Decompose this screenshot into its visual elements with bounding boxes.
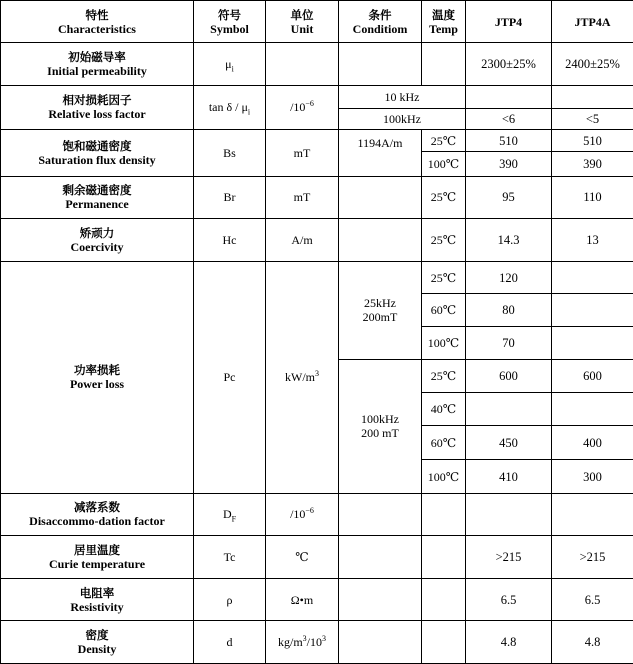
prop-cn: 剩余磁通密度 [62,183,132,198]
value-jtp4a: 2400±25% [552,43,633,86]
symbol-cell: Bs [194,130,266,177]
prop-cn: 功率损耗 [74,363,120,378]
value-jtp4: 14.3 [466,219,552,262]
prop-cn: 初始磁导率 [68,49,126,64]
symbol-cell: Hc [194,219,266,262]
value-jtp4a: 400 [552,425,633,459]
condition-cell: 10 kHz [339,85,466,108]
value-jtp4a: <5 [552,108,633,129]
value-jtp4a [552,261,633,293]
symbol-base: tan δ / μ [208,100,248,115]
unit-cell [266,621,339,664]
header-temp [422,1,466,43]
symbol-cell: Pc [194,261,266,493]
symbol-sub: F [231,514,237,524]
prop-en: Relative loss factor [48,107,146,122]
header-condition-en: Conditiom [352,21,408,36]
value-jtp4a [552,393,633,425]
value-jtp4: 95 [466,176,552,219]
unit-sup: −6 [305,506,314,516]
value-jtp4: <6 [466,108,552,129]
value-jtp4: 120 [466,261,552,293]
prop-density [1,621,194,664]
condition-cell [339,219,422,262]
value-jtp4a: 110 [552,176,633,219]
unit-cell [266,85,339,130]
prop-disaccommodation-factor [1,493,194,536]
unit-sup: 3 [315,369,319,379]
temp-cell [422,578,466,621]
symbol-base: μ [225,56,232,71]
value-jtp4: >215 [466,536,552,579]
symbol-cell: d [194,621,266,664]
value-jtp4a: 510 [552,130,633,152]
value-jtp4: 450 [466,425,552,459]
temp-cell [422,493,466,536]
header-condition-cn: 条件 [368,7,392,22]
unit-cell: ℃ [266,536,339,579]
temp-cell: 25℃ [422,261,466,293]
row-coercivity [1,219,633,262]
prop-en: Permanence [65,197,129,212]
unit-cell [266,493,339,536]
value-jtp4a: 4.8 [552,621,633,664]
condition-cell [339,43,422,86]
value-jtp4a: 6.5 [552,578,633,621]
header-temp-cn: 温度 [432,7,455,22]
value-jtp4a [552,85,633,108]
symbol-cell [194,85,266,130]
unit-base: kg/m [277,635,303,650]
prop-cn: 密度 [85,628,109,643]
unit-base: kW/m [285,370,315,385]
prop-saturation-flux-density [1,130,194,177]
header-unit-en: Unit [290,21,314,36]
symbol-cell [194,493,266,536]
prop-curie-temperature [1,536,194,579]
condition-cell-25khz [339,261,422,359]
header-row [1,1,633,43]
value-jtp4: 600 [466,360,552,393]
symbol-sub: i [247,107,251,117]
condition-line2: 200 mT [361,426,399,441]
temp-cell: 100℃ [422,460,466,493]
condition-cell-100khz [339,360,422,494]
condition-cell [339,493,422,536]
unit-sup: 3 [302,634,307,644]
value-jtp4: 4.8 [466,621,552,664]
value-jtp4a: 390 [552,152,633,176]
value-jtp4 [466,393,552,425]
header-symbol-en: Symbol [210,21,249,36]
condition-cell [339,176,422,219]
prop-en: Saturation flux density [38,152,156,167]
value-jtp4: 2300±25% [466,43,552,86]
header-unit [266,1,339,43]
prop-relative-loss-factor [1,85,194,130]
prop-en: Resistivity [70,599,124,614]
unit-cell: A/m [266,219,339,262]
temp-cell: 100℃ [422,152,466,176]
prop-cn: 减落系数 [74,500,120,515]
symbol-cell [194,43,266,86]
header-characteristics [1,1,194,43]
header-symbol-cn: 符号 [218,7,241,22]
condition-cell [339,536,422,579]
header-temp-en: Temp [429,21,458,36]
value-jtp4a [552,294,633,326]
symbol-base: D [222,507,232,522]
unit-sup: 3 [322,634,326,644]
value-jtp4a: >215 [552,536,633,579]
temp-cell: 60℃ [422,425,466,459]
row-disaccommodation-factor [1,493,633,536]
prop-initial-permeability [1,43,194,86]
value-jtp4 [466,85,552,108]
row-initial-permeability [1,43,633,86]
row-relative-loss-factor-a [1,85,633,108]
value-jtp4a [552,493,633,536]
condition-line1: 100kHz [361,412,399,427]
temp-cell [422,43,466,86]
row-saturation-flux-density-a [1,130,633,152]
symbol-cell: Tc [194,536,266,579]
temp-cell: 25℃ [422,130,466,152]
prop-cn: 电阻率 [79,585,115,600]
unit-cell [266,261,339,493]
symbol-cell: ρ [194,578,266,621]
unit-cell: Ω•m [266,578,339,621]
unit-base: /10 [290,100,306,115]
prop-cn: 居里温度 [74,543,120,558]
prop-en: Coercivity [70,240,124,255]
value-jtp4: 6.5 [466,578,552,621]
value-jtp4: 80 [466,294,552,326]
temp-cell: 40℃ [422,393,466,425]
row-permanence [1,176,633,219]
prop-coercivity [1,219,194,262]
prop-en: Disaccommo-dation factor [29,514,165,529]
unit-mid: /10 [306,635,322,650]
prop-en: Curie temperature [48,557,146,572]
header-grade-jtp4: JTP4 [466,1,552,43]
temp-cell: 25℃ [422,219,466,262]
condition-line1: 25kHz [364,296,396,311]
value-jtp4a [552,326,633,359]
value-jtp4: 70 [466,326,552,359]
row-density [1,621,633,664]
value-jtp4 [466,493,552,536]
prop-resistivity [1,578,194,621]
prop-cn: 矫顽力 [79,226,115,241]
row-resistivity [1,578,633,621]
prop-cn: 相对损耗因子 [62,93,132,108]
value-jtp4a: 13 [552,219,633,262]
temp-cell [422,621,466,664]
unit-cell [266,43,339,86]
row-power-loss-a0 [1,261,633,293]
unit-sup: −6 [305,99,314,109]
header-condition [339,1,422,43]
condition-cell: 1194A/m [339,130,422,177]
condition-line2: 200mT [362,310,398,325]
value-jtp4: 410 [466,460,552,493]
unit-cell: mT [266,130,339,177]
row-curie-temperature [1,536,633,579]
value-jtp4a: 300 [552,460,633,493]
header-characteristics-cn: 特性 [85,7,109,22]
prop-power-loss [1,261,194,493]
temp-cell: 25℃ [422,360,466,393]
prop-permanence [1,176,194,219]
condition-cell [339,578,422,621]
unit-cell: mT [266,176,339,219]
temp-cell: 25℃ [422,176,466,219]
value-jtp4a: 600 [552,360,633,393]
header-unit-cn: 单位 [290,7,314,22]
condition-cell [339,621,422,664]
temp-cell [422,536,466,579]
prop-en: Power loss [69,377,125,392]
prop-en: Initial permeability [47,63,147,78]
symbol-sub: i [231,64,234,74]
temp-cell: 100℃ [422,326,466,359]
header-characteristics-en: Characteristics [58,21,136,36]
value-jtp4: 510 [466,130,552,152]
prop-cn: 饱和磁通密度 [62,138,132,153]
temp-cell: 60℃ [422,294,466,326]
unit-base: /10 [290,507,306,522]
prop-en: Density [77,642,117,657]
header-symbol [194,1,266,43]
symbol-cell: Br [194,176,266,219]
header-grade-jtp4a: JTP4A [552,1,633,43]
condition-cell: 100kHz [339,108,466,129]
value-jtp4: 390 [466,152,552,176]
